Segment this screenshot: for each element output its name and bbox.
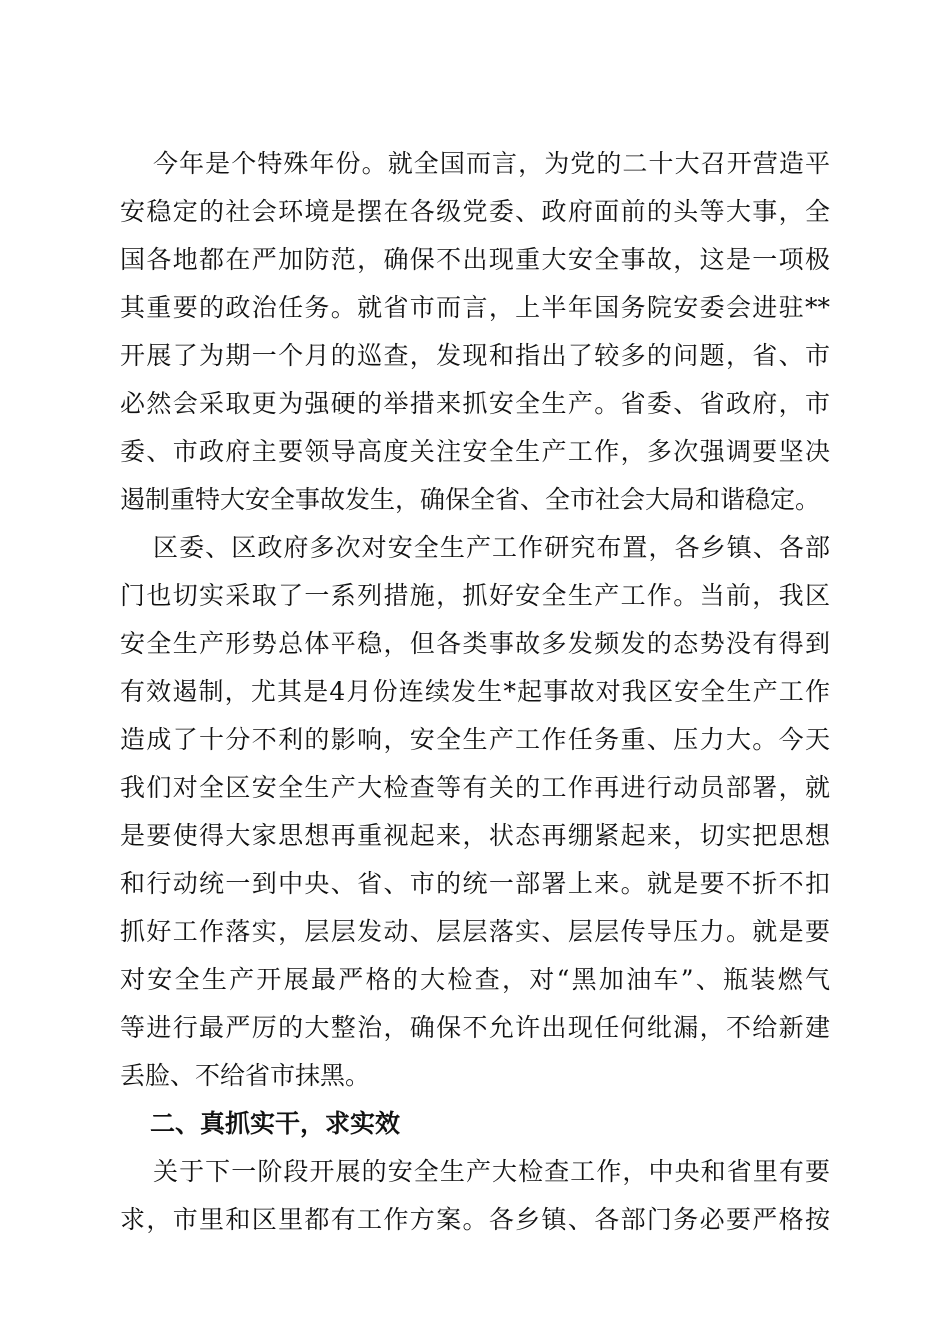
text-line: 遏制重特大安全事故发生，确保全省、全市社会大局和谐稳定。 [120, 485, 821, 514]
text-line: 有效遏制，尤其是4月份连续发生*起事故对我区安全生产工作 [120, 677, 830, 706]
text-line: 今年是个特殊年份。就全国而言，为党的二十大召开营造平 [153, 149, 830, 178]
section-heading: 二、真抓实干，求实效 [150, 1109, 401, 1138]
paragraph-3 [120, 1148, 830, 1244]
text-line: 安全生产形势总体平稳，但各类事故多发频发的态势没有得到 [120, 629, 830, 658]
text-line: 委、市政府主要领导高度关注安全生产工作，多次强调要坚决 [120, 437, 830, 466]
text-line: 门也切实采取了一系列措施，抓好安全生产工作。当前，我区 [120, 581, 830, 610]
text-line: 和行动统一到中央、省、市的统一部署上来。就是要不折不扣 [120, 869, 830, 898]
text-line: 其重要的政治任务。就省市而言，上半年国务院安委会进驻** [120, 293, 830, 322]
text-line: 求，市里和区里都有工作方案。各乡镇、各部门务必要严格按 [120, 1205, 830, 1234]
text-line: 造成了十分不利的影响，安全生产工作任务重、压力大。今天 [120, 725, 830, 754]
text-line: 安稳定的社会环境是摆在各级党委、政府面前的头等大事，全 [120, 197, 830, 226]
text-line: 必然会采取更为强硬的举措来抓安全生产。省委、省政府，市 [120, 389, 830, 418]
document-page [120, 140, 830, 1244]
text-line: 国各地都在严加防范，确保不出现重大安全事故，这是一项极 [120, 245, 830, 274]
text-line: 区委、区政府多次对安全生产工作研究布置，各乡镇、各部 [153, 533, 830, 562]
text-line: 丢脸、不给省市抹黑。 [120, 1061, 371, 1090]
text-line: 开展了为期一个月的巡查，发现和指出了较多的问题，省、市 [120, 341, 830, 370]
text-line: 抓好工作落实，层层发动、层层落实、层层传导压力。就是要 [120, 917, 830, 946]
text-line: 我们对全区安全生产大检查等有关的工作再进行动员部署，就 [120, 773, 830, 802]
text-line: 等进行最严厉的大整治，确保不允许出现任何纰漏，不给新建 [120, 1013, 830, 1042]
text-line: 是要使得大家思想再重视起来，状态再绷紧起来，切实把思想 [120, 821, 830, 850]
paragraph-1 [120, 140, 830, 524]
paragraph-2 [120, 524, 830, 1100]
text-line: 对安全生产开展最严格的大检查，对“黑加油车”、瓶装燃气 [120, 965, 830, 994]
text-line: 关于下一阶段开展的安全生产大检查工作，中央和省里有要 [153, 1157, 830, 1186]
